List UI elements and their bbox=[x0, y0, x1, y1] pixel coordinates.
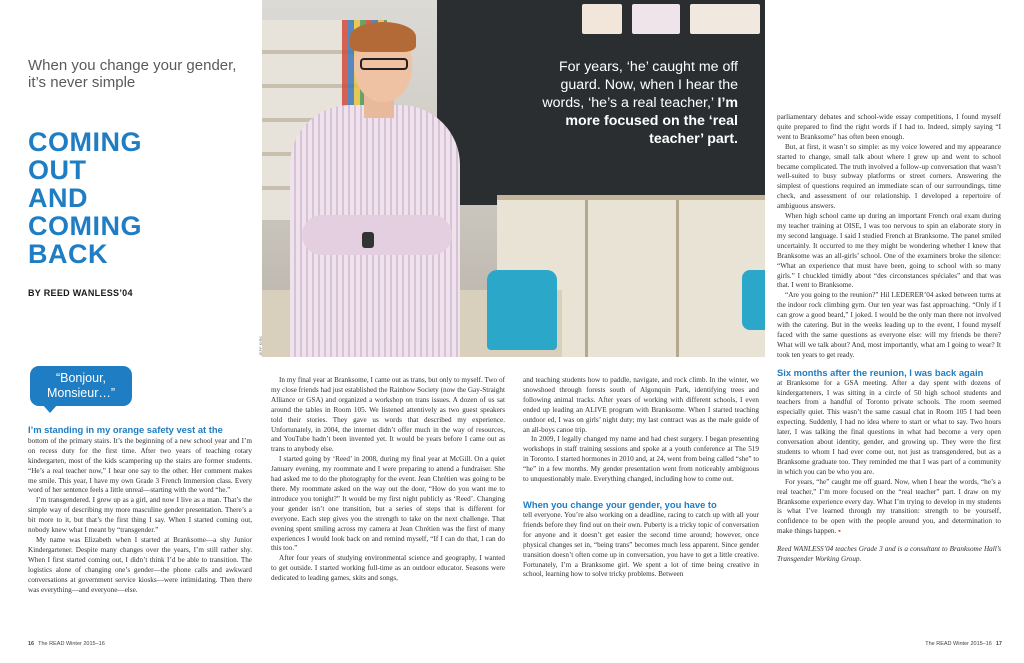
paragraph bbox=[777, 478, 1001, 537]
pull-quote-bold: I’m more focused on the ‘real teacher’ part. bbox=[565, 95, 738, 147]
paragraph: tell everyone. You’re also working on a deadline, racing to catch up with all your friends before they find out on their own. Puberty is a tricky topic of conversation for anyone and it doesn’t get easier the second time around; however, once physical changes set in, “being trans” becomes much less apparent. Since gender transition doesn’t often come up in conversation, you have to get a little creative. Fortunately, I’m a Branksome girl. We spent a lot of time being creative in school, learning how to solve tricky problems. Between bbox=[523, 510, 759, 579]
person-hair bbox=[350, 22, 416, 52]
column-4 bbox=[777, 113, 1001, 565]
column-2 bbox=[271, 376, 505, 584]
title-line: OUT bbox=[28, 155, 87, 185]
end-mark-icon: ▪ bbox=[838, 527, 841, 536]
column-1 bbox=[28, 425, 252, 595]
subhead: Six months after the reunion, I was back again bbox=[777, 366, 984, 378]
footer-text: The READ Winter 2015–16 bbox=[925, 641, 992, 647]
paragraph: and teaching students how to paddle, navigate, and rock climb. In the winter, we snowshoed through forests south of Algonquin Park, identifying trees and following animal tracks. After years of working with different schools, I even ended up leading an ALIVE program with Branksome. When I started teaching outdoor ed, I was on girls’ night duty; my last contract was as the male guide of an all-boys canoe trip. bbox=[523, 376, 759, 434]
kicker: When you change your gender, it’s never simple bbox=[28, 57, 237, 91]
speech-bubble bbox=[30, 366, 132, 406]
paragraph: bottom of the primary stairs. It’s the beginning of a new school year and I’m on recess duty for the first time. After two years of teaching rotary kindergarten, most of the kids scampering up the stairs are former students. “He’s a real teacher now,” I hear one say to the other. Her comment makes me smile. This year, I have my own Grade 3 French Immersion class. Every word of her sentence feels a little unreal—starting with the word “he.” bbox=[28, 436, 252, 495]
lead-in: I’m standing in my orange safety vest at the bbox=[28, 424, 223, 435]
article-title bbox=[28, 128, 248, 268]
footer-left bbox=[28, 641, 105, 647]
paragraph: When high school came up during an important French oral exam during my teacher training at OISE, I was too nervous to spin an elaborate story in my second language. I said I studied French at Branksome. The panel smiled uncertainly. It occurred to me they might be wondering whether I knew that Branksome was an all-girls’ school. One of the examiners broke the silence: “What an experience that must have been, going to school with so many girls.” I chuckled timidly about “des circonstances spéciales” and that was that. I went to Branksome. bbox=[777, 212, 1001, 290]
byline: BY REED WANLESS’04 bbox=[28, 288, 133, 298]
paragraph: I started going by ‘Reed’ in 2008, during my final year at McGill. On a quiet January evening, my roommate and I were preparing to attend a fundraiser. She had asked me to do the photography for the event. Jean Chrétien was going to be there. My roommate asked on the way out the door, “How do you want me to introduce you tonight?” It would be my first night publicly as ‘Reed’. Changing your gender isn’t one transition, but a series of steps that is different for everyone. Each step gives you the strength to take on the next challenge. That evening spent smiling across my camera at Jean Chrétien was the first of many experiences I would look back on and remind myself, “If I can do that, I can do this too.” bbox=[271, 455, 505, 553]
subhead: When you change your gender, you have to bbox=[523, 498, 717, 510]
paragraph: My name was Elizabeth when I started at Branksome—a shy Junior Kindergartener. Despite many changes over the years, I’m still rather shy. When I first started coming out, I didn’t think I’d be able to transition. The logistics alone of changing one’s gender—the phone calls and awkward conversations at government service kiosks—were intimidating. Then there was everything—and everyone—else. bbox=[28, 535, 252, 594]
blue-chair bbox=[742, 270, 765, 330]
author-bio: Reed WANLESS’04 teaches Grade 3 and is a consultant to Branksome Hall’s Transgender Working Group. bbox=[777, 545, 1001, 564]
paragraph: In 2009, I legally changed my name and had chest surgery. I began presenting workshops in staff training sessions and spoke at a youth conference at The 519 in Toronto. I started hormones in 2010 and, at 24, went from being called “she” to “he” in a few months. My gender presentation went from noticeably ambiguous to unquestionably male. Everything changed, including how to come out. bbox=[523, 435, 759, 484]
paragraph bbox=[28, 425, 252, 437]
paragraph: at Branksome for a GSA meeting. After a day spent with dozens of kindergarteners, I was sitting in a circle of 50 high school students and teachers from a handful of Toronto private schools. The room seemed especially quiet. This wasn’t the same casual chat in Room 105 I had been expecting. Suddenly, I had no idea where to start or what to say. Two hours later, I was talking the final questions in what had become a very open conversation about identity, gender, and growing up. They were the first students to whom I had ever come out, not just as transgendered, but as a Branksome graduate too. They reminded me that I was part of a community in which you can be who you are. bbox=[777, 378, 1001, 476]
page-number: 16 bbox=[28, 641, 35, 647]
footer-text: The READ Winter 2015–16 bbox=[38, 641, 105, 647]
title-line: COMING bbox=[28, 211, 142, 241]
paragraph: I’m transgendered. I grew up as a girl, and now I live as a man. That’s the simple way of describing my more masculine gender presentation. There’s a bit more to it, but that’s the first thing I say. When I started coming out, nobody knew what I meant by “transgender.” bbox=[28, 496, 252, 535]
title-line: AND bbox=[28, 183, 88, 213]
bubble-line: “Bonjour, bbox=[55, 371, 107, 385]
photo-credit: JEFF KIRK bbox=[258, 335, 263, 356]
page-number: 17 bbox=[995, 641, 1002, 647]
glasses-icon bbox=[360, 58, 408, 70]
paragraph: “Are you going to the reunion?” Hil LEDERER’04 asked between turns at the indoor rock climbing gym. Our ten year was fast approaching. “Only if I can grow a good beard,” I joked. I would be the only man there not involved with the catering. But in the weeks leading up to the event, I found myself faced with the same questions as everyone else: will my friends be there? What will we talk about? And, most importantly, what am I going to wear? It took ten years to get ready. bbox=[777, 291, 1001, 359]
title-line: BACK bbox=[28, 239, 108, 269]
closing-text: For years, “he” caught me off guard. Now, when I hear the words, “he’s a real teacher,” I’m more focused on the “real teacher” part. I draw on my Branksome experience every day. What I’m trying to develop in my students is what I’ve learned through my transition: strength to be yourself, confidence to be open with the people around you, and determination to make things happen. bbox=[777, 477, 1001, 536]
bubble-line: Monsieur…” bbox=[46, 386, 116, 400]
watch-icon bbox=[362, 232, 374, 248]
pull-quote-regular: For years, ‘he’ caught me off guard. Now, when I hear the words, ‘he’s a real teacher,’ bbox=[542, 59, 738, 111]
paragraph: parliamentary debates and school-wide essay competitions, I found myself quite prepared to find the right words if I had to. Indeed, simply saying “I went to Branksome” has often been enough. bbox=[777, 113, 1001, 141]
paragraph: In my final year at Branksome, I came out as trans, but only to myself. Two of my close friends had just established the Rainbow Society (now the Gay-Straight Alliance or GSA) and organized a workshop on trans issues. A dozen of us sat around the tables in Room 105. We listened attentively as two guest speakers told their stories. They gave us words that described my experience. Unfortunately, in 2004, the internet didn’t offer much in the way of resources, and YouTube hadn’t been invented yet. It would be years before I came out as trans to anybody else. bbox=[271, 376, 505, 454]
person-arms bbox=[302, 215, 452, 255]
wall-art bbox=[632, 4, 680, 34]
wall-art bbox=[582, 4, 622, 34]
teacher-photo bbox=[262, 0, 765, 357]
blue-chair bbox=[487, 270, 557, 350]
wall-art bbox=[690, 4, 760, 34]
title-line: COMING bbox=[28, 127, 142, 157]
pull-quote bbox=[522, 58, 738, 148]
paragraph: But, at first, it wasn’t so simple: as my voice lowered and my appearance started to change, small talk about where I grew up and went to school became complicated. The truth involved a follow-up conversation that wasn’t well-suited to busy subway platforms or street corners. Answering the simplest of questions required an immediate scan of our surroundings, time check, and assessment of our relationship. I developed a repertoire of ambiguous answers. bbox=[777, 142, 1001, 211]
speech-bubble-tail bbox=[42, 404, 58, 413]
footer-right bbox=[925, 641, 1002, 647]
paragraph: After four years of studying environmental science and geography, I wanted to get outside. I started working full-time as an outdoor educator. Seasons were dedicated to leading games, skits and songs, bbox=[271, 554, 505, 583]
column-3 bbox=[523, 376, 759, 580]
